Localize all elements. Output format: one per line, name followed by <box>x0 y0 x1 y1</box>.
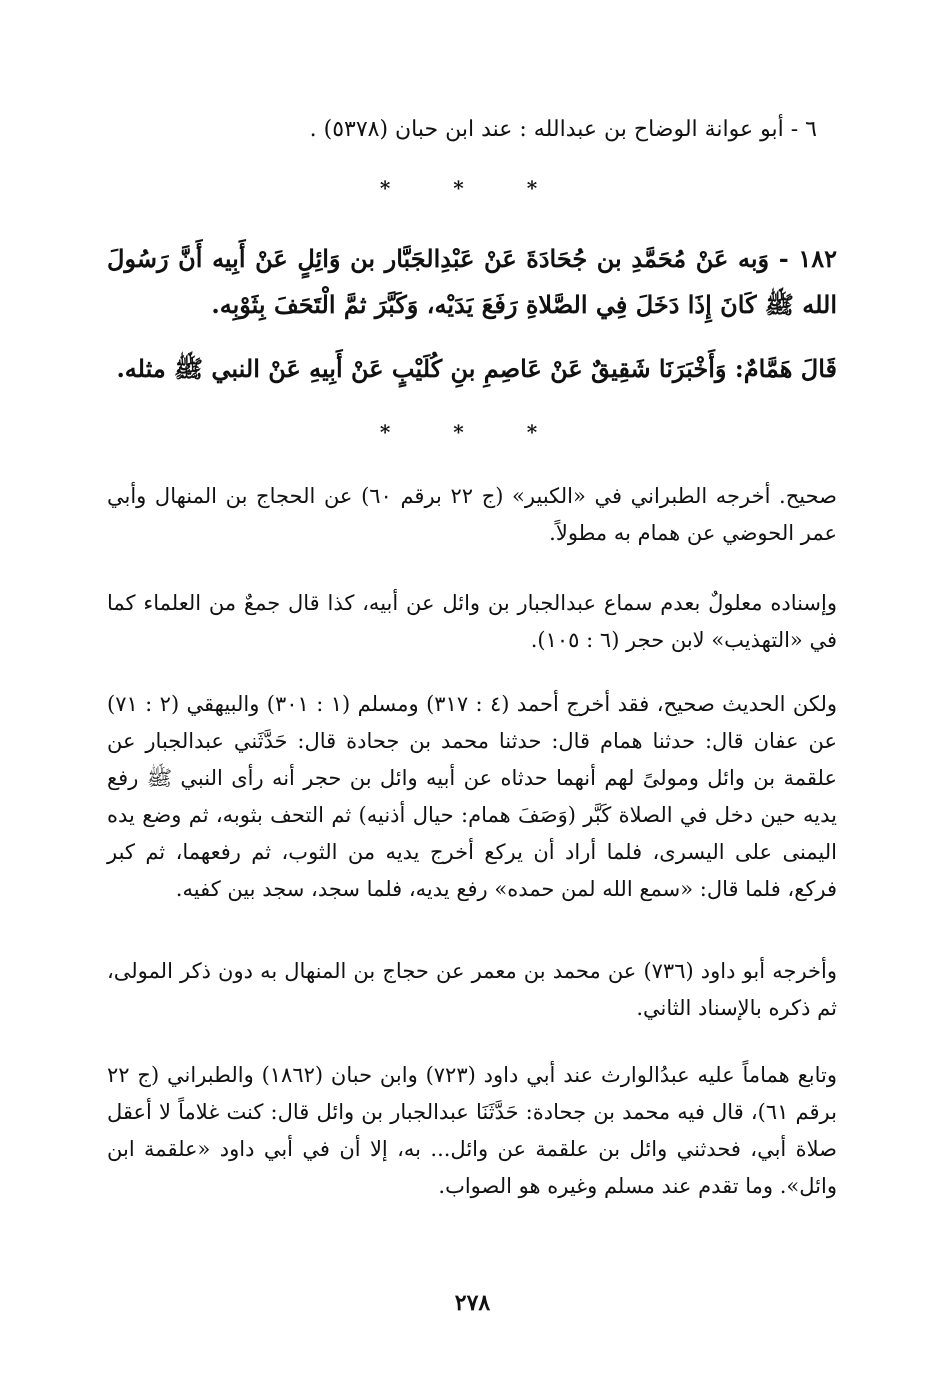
section-separator-top: * * * <box>379 176 566 200</box>
page-number: ٢٧٨ <box>454 1290 491 1316</box>
narrator-line: ٦ - أبو عوانة الوضاح بن عبدالله : عند ابن حبان (٥٣٧٨) . <box>309 117 817 142</box>
commentary-paragraph-4: وأخرجه أبو داود (٧٣٦) عن محمد بن معمر عن حجاج بن المنهال به دون ذكر المولى، ثم ذكره بالإسناد الثاني. <box>107 959 837 1020</box>
hadith-addendum: قَالَ هَمَّامٌ: وَأَخْبَرَنَا شَقِيقٌ عَنْ عَاصِمِ بنِ كُلَيْبٍ عَنْ أَبِيهِ عَنْ النبي ﷺ مثله. <box>116 354 837 383</box>
commentary-paragraph-1: صحيح. أخرجه الطبراني في «الكبير» (ج ٢٢ برقم ٦٠) عن الحجاج بن المنهال وأبي عمر الحوضي عن همام به مطولاً. <box>107 484 837 545</box>
commentary-paragraph-2: وإسناده معلولٌ بعدم سماع عبدالجبار بن وائل عن أبيه، كذا قال جمعٌ من العلماء كما في «التهذيب» لابن حجر (٦ : ١٠٥). <box>107 591 837 652</box>
section-separator-bottom: * * * <box>379 420 566 444</box>
commentary-paragraph-5: وتابع هماماً عليه عبدُالوارث عند أبي داود (٧٢٣) وابن حبان (١٨٦٢) والطبراني (ج ٢٢ برقم ٦١)، قال فيه محمد بن جحادة: حَدَّثَنَا عبدالجبار بن وائل قال: كنت غلاماً لا أعقل صلاة أبي، فحدثني وائل بن علقمة عن وائل... به، إلا أن في أبي داود «علقمة ابن وائل». وما تقدم عند مسلم وغيره هو الصواب. <box>107 1063 837 1198</box>
hadith-text: ١٨٢ - وَبه عَنْ مُحَمَّدِ بن جُحَادَةَ عَنْ عَبْدِالجَبَّار بن وَائِلٍ عَنْ أَبِيه أَنَّ رَسُولَ الله ﷺ كَانَ إِذَا دَخَلَ فِي الصَّلاةِ رَفَعَ يَدَيْه، وَكَبَّرَ ثمَّ الْتَحَفَ بِثَوْبِه. <box>107 244 837 319</box>
commentary-paragraph-3: ولكن الحديث صحيح، فقد أخرج أحمد (٤ : ٣١٧) ومسلم (١ : ٣٠١) والبيهقي (٢ : ٧١) عن عفان قال: حدثنا همام قال: حدثنا محمد بن جحادة قال: حَدَّثَني عبدالجبار عن علقمة بن وائل ومولىً لهم أنهما حدثاه عن أبيه وائل بن حجر أنه رأى النبي ﷺ رفع يديه حين دخل في الصلاة كَبَّر (وَصَفَ همام: حيال أذنيه) ثم التحف بثوبه، ثم وضع يده اليمنى على اليسرى، فلما أراد أن يركع أخرج يديه من الثوب، ثم رفعهما، ثم كبر فركع، فلما قال: «سمع الله لمن حمده» رفع يديه، فلما سجد، سجد بين كفيه. <box>107 692 837 901</box>
